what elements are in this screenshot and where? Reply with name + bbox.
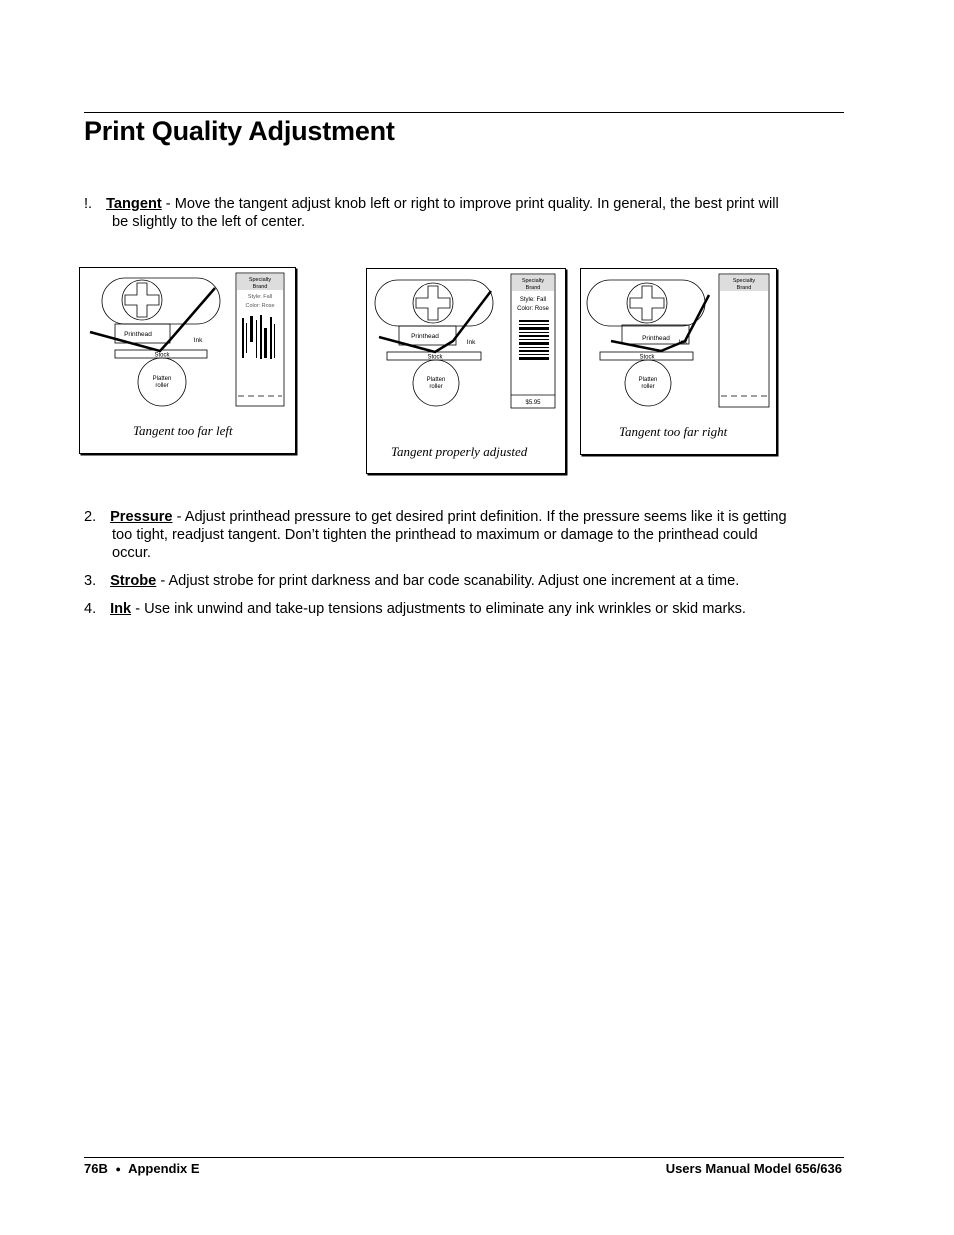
- item-number: 3.: [84, 573, 97, 589]
- platen-label-2: roller: [429, 384, 443, 390]
- ink-label: Ink: [193, 337, 203, 344]
- instruction-strobe: [84, 572, 844, 590]
- item-number: 4.: [84, 601, 97, 617]
- diagram-tangent-properly-adjusted: [366, 268, 566, 474]
- platen-label: Platten: [152, 376, 172, 382]
- label-brand-line1: Specialty: [521, 278, 545, 284]
- label-style-faded: Style: Fall: [247, 294, 273, 300]
- item-text-continued-2: occur.: [112, 545, 151, 561]
- ink-label: Ink: [678, 339, 688, 346]
- platen-label-2: roller: [641, 384, 655, 390]
- label-color: Color: Rose: [517, 306, 549, 312]
- item-text: - Adjust strobe for print darkness and bar code scanability. Adjust one increment at a time.: [156, 573, 740, 589]
- label-brand-line2: Brand: [252, 284, 268, 290]
- bullet: ●: [115, 1164, 121, 1174]
- item-text: - Move the tangent adjust knob left or right to improve print quality. In general, the best print will: [161, 196, 779, 212]
- caption: Tangent too far right: [619, 424, 728, 439]
- label-brand-line2: Brand: [736, 285, 752, 291]
- item-number: !.: [84, 196, 93, 212]
- platen-label: Platten: [638, 377, 658, 383]
- footer-right: Users Manual Model 656/636: [665, 1161, 842, 1176]
- label-brand-line1: Specialty: [732, 278, 756, 284]
- item-text-continued: too tight, readjust tangent. Don’t tighten the printhead to maximum or damage to the printhead could: [112, 527, 758, 543]
- page-number: 76B: [84, 1161, 108, 1176]
- label-price: $5.95: [525, 400, 541, 406]
- section-name: Appendix E: [128, 1161, 200, 1176]
- platen-label-2: roller: [155, 383, 169, 389]
- item-term: Pressure: [110, 509, 173, 525]
- top-rule: [84, 112, 844, 113]
- instruction-pressure: [84, 508, 844, 562]
- label-brand-line1: Specialty: [248, 277, 272, 283]
- item-term: Ink: [110, 601, 132, 617]
- printhead-label: Printhead: [411, 333, 439, 340]
- ink-ribbon-path: [611, 295, 709, 351]
- item-number: 2.: [84, 509, 97, 525]
- instruction-ink: [84, 600, 844, 618]
- printhead-label: Printhead: [642, 335, 670, 342]
- diagram-tangent-too-far-left: [79, 267, 296, 454]
- item-text: - Adjust printhead pressure to get desired print definition. If the pressure seems like it is getting: [172, 509, 787, 525]
- diagram-tangent-too-far-right: [580, 268, 777, 455]
- footer-left: [84, 1161, 200, 1176]
- stock-label: Stock: [427, 354, 443, 361]
- ink-label: Ink: [466, 339, 476, 346]
- mechanism-illustration: [367, 269, 565, 473]
- page-title: Print Quality Adjustment: [84, 116, 395, 146]
- item-term: Tangent: [106, 196, 162, 212]
- footer-rule: [84, 1157, 844, 1158]
- instruction-tangent: [84, 195, 844, 231]
- item-text: - Use ink unwind and take-up tensions adjustments to eliminate any ink wrinkles or skid marks.: [131, 601, 746, 617]
- printhead-label: Printhead: [124, 331, 152, 338]
- item-term: Strobe: [110, 573, 157, 589]
- label-style: Style: Fall: [519, 297, 547, 303]
- platen-label: Platten: [426, 377, 446, 383]
- stock-label: Stock: [154, 352, 170, 359]
- stock-label: Stock: [639, 354, 655, 361]
- item-text-continued: be slightly to the left of center.: [112, 214, 306, 230]
- label-color-faded: Color: Rose: [245, 303, 275, 309]
- caption: Tangent properly adjusted: [391, 444, 528, 459]
- caption: Tangent too far left: [133, 423, 233, 438]
- label-brand-line2: Brand: [525, 285, 541, 291]
